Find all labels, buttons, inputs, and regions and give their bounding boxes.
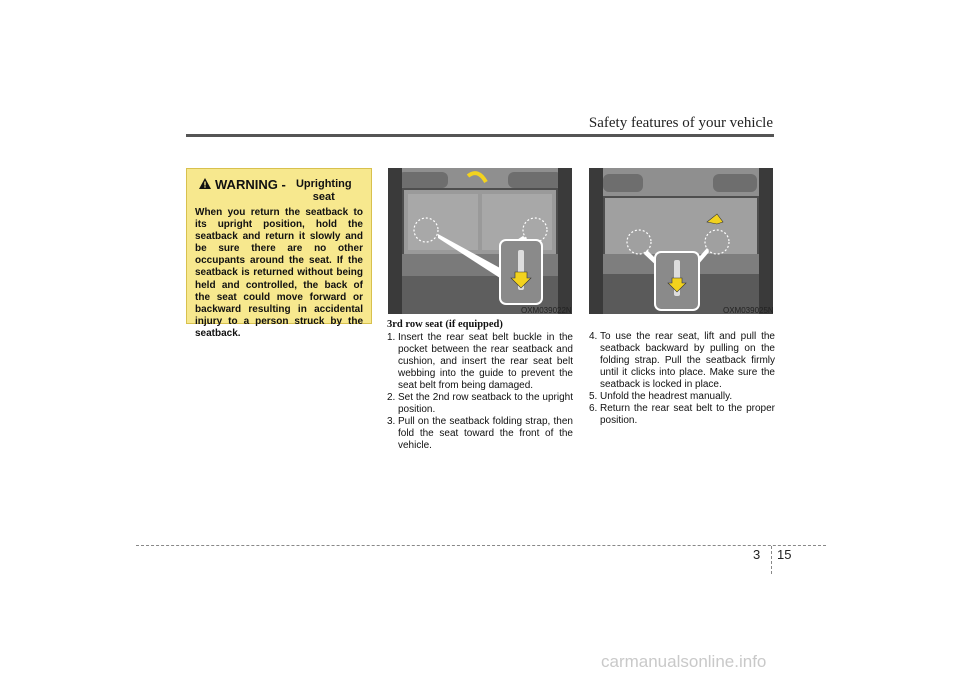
image-code-1: OXM039022N xyxy=(521,306,572,315)
step-item xyxy=(589,331,775,391)
warning-title: Uprighting seat xyxy=(295,178,352,203)
page-number: 15 xyxy=(777,547,792,562)
step-number: 1. xyxy=(387,332,396,343)
steps-column-left xyxy=(387,319,573,452)
footer-rule xyxy=(136,545,826,546)
step-number: 5. xyxy=(589,391,598,402)
steps-column-right xyxy=(589,331,775,427)
step-text: Set the 2nd row seatback to the upright position. xyxy=(398,392,573,415)
step-text: To use the rear seat, lift and pull the seatback backward by pulling on the folding strap. Pull the seatback firmly until it clicks into place. Make sure the seatback is locked in place. xyxy=(600,331,775,390)
image-code-2: OXM039025N xyxy=(723,306,774,315)
section-heading: 3rd row seat (if equipped) xyxy=(387,319,503,330)
step-number: 2. xyxy=(387,392,396,403)
header-title: Safety features of your vehicle xyxy=(588,115,773,131)
step-number: 6. xyxy=(589,403,598,414)
step-text: Pull on the seatback folding strap, then fold the seat toward the front of the vehicle. xyxy=(398,416,573,451)
step-item xyxy=(387,332,573,392)
chapter-number: 3 xyxy=(753,547,761,562)
warning-triangle-icon xyxy=(199,178,211,189)
warning-box xyxy=(186,168,372,339)
seat-photo-2 xyxy=(589,168,773,314)
warning-body: When you return the seatback to its upright position, hold the seatback and return it slowly and be sure there are no other occupants around the seat. If the seatback is returned without being held and controlled, the back of the seat could move forward or backward resulting in accidental injury to a person struck by the seatback. xyxy=(195,207,363,339)
watermark: carmanualsonline.info xyxy=(601,652,767,671)
seat-photo-1 xyxy=(388,168,572,314)
step-text: Unfold the headrest manually. xyxy=(600,391,733,402)
step-number: 3. xyxy=(387,416,396,427)
header-rule xyxy=(186,134,774,137)
warning-label: WARNING - xyxy=(215,177,286,192)
step-item xyxy=(589,403,775,427)
step-item xyxy=(387,392,573,416)
step-text: Return the rear seat belt to the proper position. xyxy=(600,403,775,426)
step-text: Insert the rear seat belt buckle in the pocket between the rear seatback and cushion, and insert the rear seat belt webbing into the guide to prevent the seat belt from being damaged. xyxy=(398,332,573,391)
page-vertical-rule xyxy=(771,546,772,574)
step-item xyxy=(387,416,573,452)
step-number: 4. xyxy=(589,331,598,342)
warning-heading xyxy=(195,177,363,204)
step-item xyxy=(589,391,775,403)
